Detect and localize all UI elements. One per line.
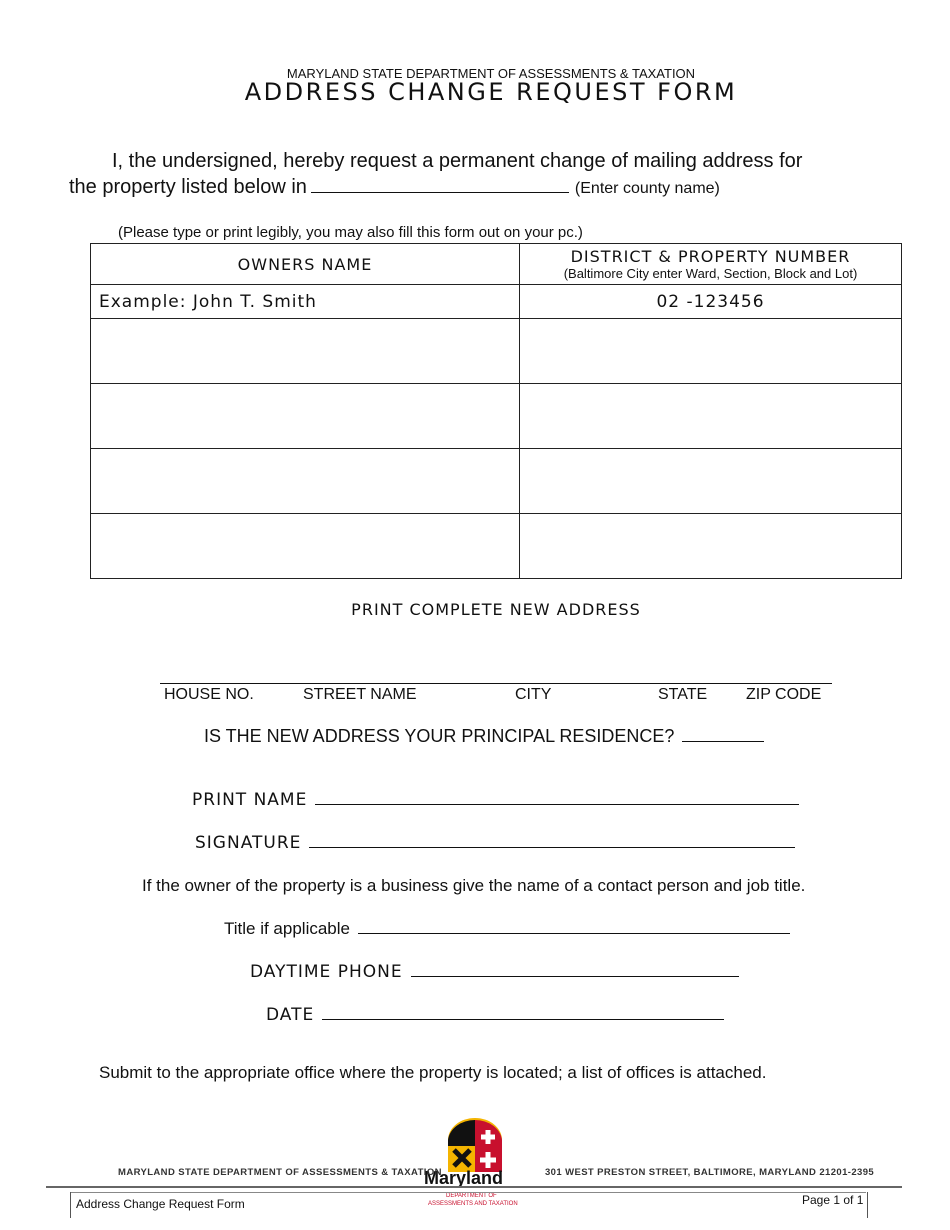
intro-line-2 bbox=[69, 176, 720, 199]
example-property-number: 02 -123456 bbox=[520, 285, 902, 319]
signature-label: SIGNATURE bbox=[195, 833, 302, 853]
example-row bbox=[91, 285, 902, 319]
daytime-phone-field[interactable] bbox=[411, 961, 739, 977]
date-field[interactable] bbox=[322, 1004, 724, 1020]
business-note: If the owner of the property is a business give the name of a contact person and job title. bbox=[142, 876, 806, 895]
property-number-cell[interactable] bbox=[520, 319, 902, 384]
property-number-cell[interactable] bbox=[520, 514, 902, 579]
table-row bbox=[91, 384, 902, 449]
title-field[interactable] bbox=[358, 918, 790, 934]
signature-row bbox=[195, 832, 795, 853]
date-label: DATE bbox=[266, 1005, 315, 1025]
maryland-logo-text: Maryland bbox=[424, 1168, 504, 1188]
state-label: STATE bbox=[658, 686, 708, 703]
street-name-label: STREET NAME bbox=[303, 686, 417, 703]
footer-address: 301 WEST PRESTON STREET, BALTIMORE, MARYLAND 21201-2395 bbox=[545, 1167, 875, 1178]
print-name-row bbox=[192, 789, 799, 810]
print-name-field[interactable] bbox=[315, 789, 799, 805]
legibility-instructions: (Please type or print legibly, you may also fill this form out on your pc.) bbox=[118, 224, 583, 241]
table-row bbox=[91, 319, 902, 384]
owner-name-cell[interactable] bbox=[91, 514, 520, 579]
print-name-label: PRINT NAME bbox=[192, 790, 308, 810]
owner-name-cell[interactable] bbox=[91, 384, 520, 449]
intro-line-1: I, the undersigned, hereby request a permanent change of mailing address for bbox=[112, 150, 803, 172]
department-name: MARYLAND STATE DEPARTMENT OF ASSESSMENTS & TAXATION bbox=[286, 66, 696, 81]
city-label: CITY bbox=[515, 686, 552, 703]
county-hint: (Enter county name) bbox=[574, 180, 720, 197]
intro-line-2-text: the property listed below in bbox=[69, 176, 307, 198]
district-property-title: DISTRICT & PROPERTY NUMBER bbox=[570, 247, 851, 266]
footer-form-name: Address Change Request Form bbox=[76, 1197, 245, 1211]
submit-instructions: Submit to the appropriate office where the property is located; a list of offices is attached. bbox=[99, 1063, 767, 1082]
new-address-heading: PRINT COMPLETE NEW ADDRESS bbox=[351, 600, 641, 619]
footer-page-number: Page 1 of 1 bbox=[802, 1193, 864, 1207]
table-row bbox=[91, 449, 902, 514]
date-row bbox=[266, 1004, 724, 1025]
table-row bbox=[91, 514, 902, 579]
footer-divider bbox=[46, 1186, 902, 1188]
page-title: ADDRESS CHANGE REQUEST FORM bbox=[244, 78, 738, 106]
logo-subtitle-2: ASSESSMENTS AND TAXATION bbox=[428, 1201, 518, 1207]
owner-name-cell[interactable] bbox=[91, 449, 520, 514]
title-label: Title if applicable bbox=[224, 919, 350, 938]
daytime-phone-row bbox=[250, 961, 739, 982]
principal-residence-label: IS THE NEW ADDRESS YOUR PRINCIPAL RESIDENCE? bbox=[204, 726, 675, 746]
district-property-subtitle: (Baltimore City enter Ward, Section, Block and Lot) bbox=[563, 266, 858, 281]
house-no-label: HOUSE NO. bbox=[164, 686, 254, 703]
owner-name-cell[interactable] bbox=[91, 319, 520, 384]
title-row bbox=[224, 918, 790, 939]
owners-table bbox=[90, 243, 902, 579]
county-name-field[interactable] bbox=[311, 176, 569, 193]
principal-residence-question bbox=[204, 726, 764, 747]
property-number-cell[interactable] bbox=[520, 384, 902, 449]
new-address-field[interactable] bbox=[160, 683, 832, 684]
zip-code-label: ZIP CODE bbox=[746, 686, 822, 703]
logo-subtitle-1: DEPARTMENT OF bbox=[446, 1193, 497, 1199]
daytime-phone-label: DAYTIME PHONE bbox=[250, 962, 403, 982]
example-owner-name: Example: John T. Smith bbox=[91, 285, 520, 319]
owners-name-header: OWNERS NAME bbox=[91, 244, 520, 285]
property-number-cell[interactable] bbox=[520, 449, 902, 514]
signature-field[interactable] bbox=[309, 832, 795, 848]
district-property-header bbox=[520, 244, 902, 285]
principal-residence-field[interactable] bbox=[682, 726, 764, 742]
footer-department: MARYLAND STATE DEPARTMENT OF ASSESSMENTS & TAXATION bbox=[118, 1167, 442, 1178]
table-header-row bbox=[91, 244, 902, 285]
